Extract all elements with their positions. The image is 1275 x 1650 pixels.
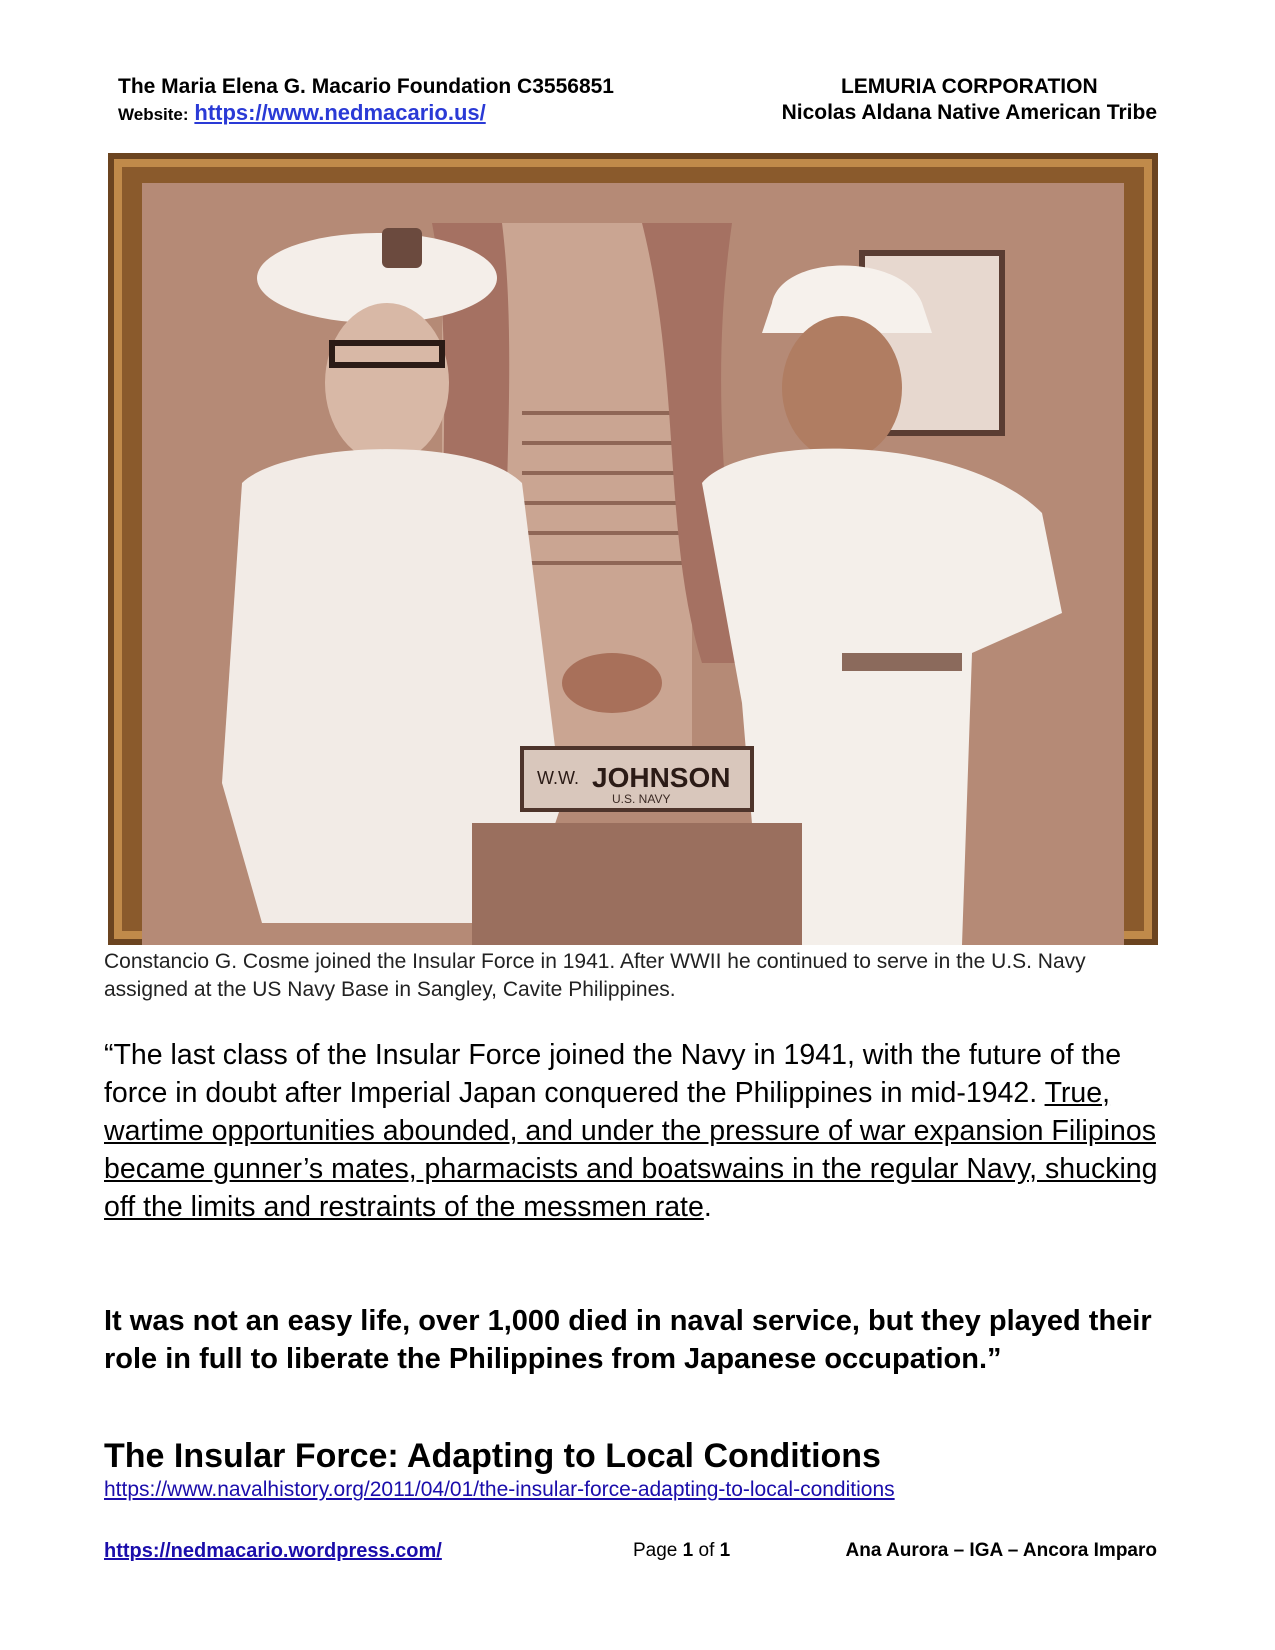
photo-caption: Constancio G. Cosme joined the Insular Force in 1941. After WWII he continued to serve in the U.S. Navy assigned at the US Navy Base in Sangley, Cavite Philippines. [104, 950, 1086, 1001]
website-link[interactable]: https://www.nedmacario.us/ [194, 100, 486, 125]
sailor-face [782, 316, 902, 460]
website-label: Website: [118, 105, 189, 124]
header-left [118, 74, 614, 128]
page-of: of [693, 1540, 720, 1561]
photo-image [142, 183, 1124, 945]
header-right [782, 74, 1157, 126]
handshake [562, 653, 662, 713]
page-prefix: Page [633, 1540, 683, 1561]
nameplate-sub: U.S. NAVY [612, 792, 671, 806]
tribe-title: Nicolas Aldana Native American Tribe [781, 101, 1157, 124]
quote-paragraph [104, 1036, 1184, 1226]
article-link-container [104, 1477, 895, 1503]
article-title: The Insular Force: Adapting to Local Conditions [104, 1437, 881, 1475]
article-link[interactable]: https://www.navalhistory.org/2011/04/01/the-insular-force-adapting-to-local-conditions [104, 1478, 895, 1501]
footer-right: Ana Aurora – IGA – Ancora Imparo [845, 1540, 1157, 1561]
page-number [633, 1538, 730, 1564]
footer-left [104, 1538, 442, 1564]
framed-photo [108, 153, 1158, 945]
page-total: 1 [719, 1540, 731, 1561]
corporation-title: LEMURIA CORPORATION [840, 75, 1098, 98]
footer-link[interactable]: https://nedmacario.wordpress.com/ [104, 1540, 442, 1562]
website-line [118, 100, 614, 128]
desk [472, 823, 802, 945]
bold-paragraph: It was not an easy life, over 1,000 died in naval service, but they played their role in full to liberate the Philippines from Japanese occupation.” [104, 1305, 1152, 1375]
photo-illustration [142, 183, 1124, 945]
foundation-title: The Maria Elena G. Macario Foundation C3556851 [118, 75, 614, 98]
nameplate-prefix: W.W. [537, 768, 579, 788]
page-current: 1 [682, 1540, 694, 1561]
quote-end: . [703, 1191, 712, 1223]
quote-underlined: True, wartime opportunities abounded, and under the pressure of war expansion Filipinos became gunner’s mates, pharmacists and boatswains in the regular Navy, shucking off the limits and restraints of the messmen rate [104, 1077, 1158, 1223]
nameplate-text: JOHNSON [592, 762, 731, 793]
quote-plain: “The last class of the Insular Force joined the Navy in 1941, with the future of the force in doubt after Imperial Japan conquered the Philippines in mid-1942. [104, 1039, 1122, 1109]
officer-face [325, 303, 449, 463]
